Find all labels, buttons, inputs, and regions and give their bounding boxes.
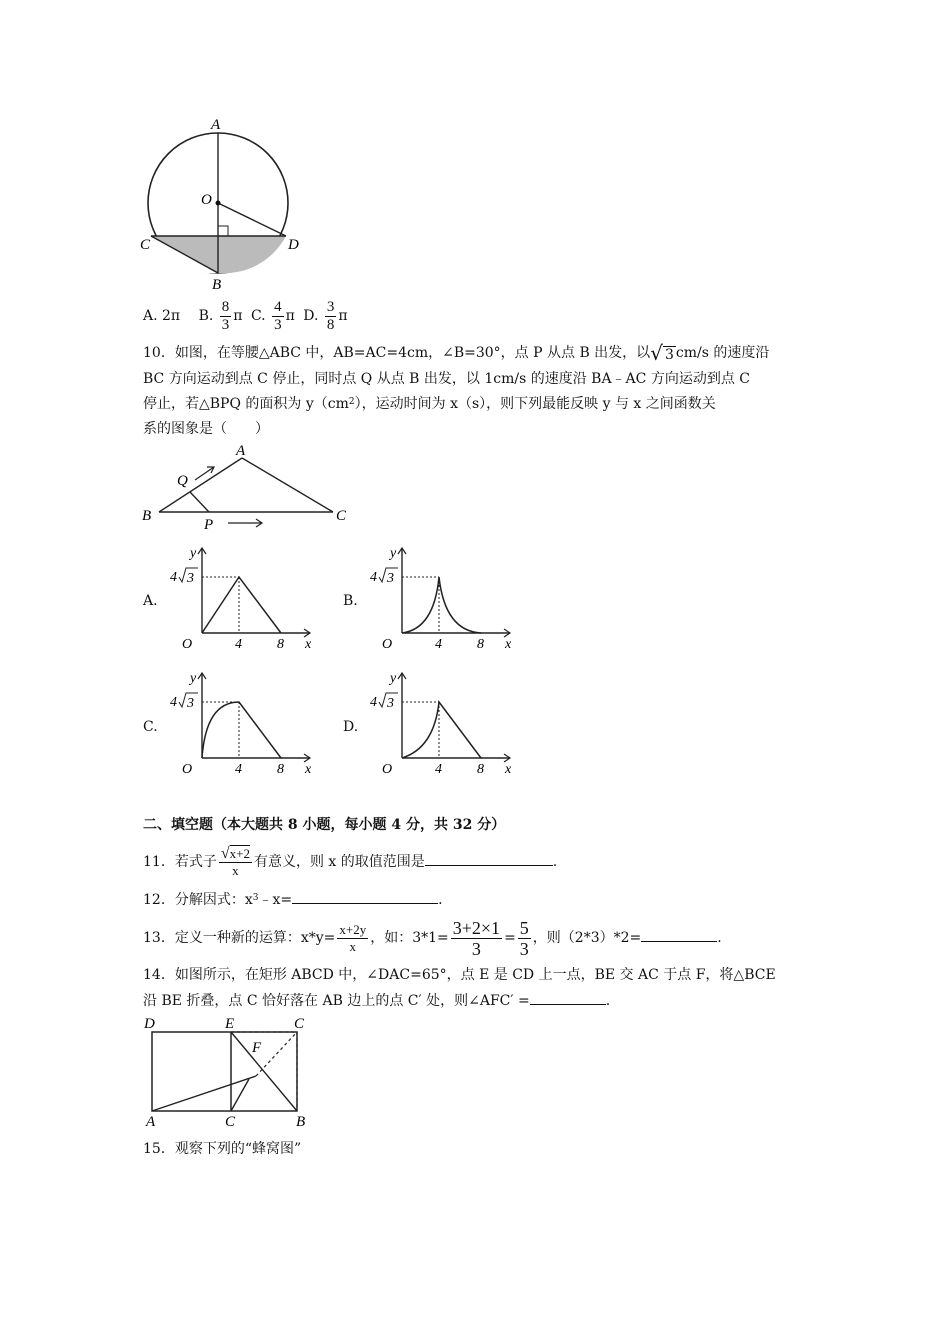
tick-8: 8 [277,762,284,777]
q14-line2: 沿 BE 折叠，点 C 恰好落在 AB 边上的点 C′ 处，则∠AFC′ = . [143,988,610,1014]
tick-8: 8 [277,637,284,652]
graph-b [365,540,525,652]
ymax-coefficient: 4 [370,695,377,710]
function-curve [402,577,481,633]
label-a: A [211,117,221,133]
function-curve [402,702,481,758]
graph-c [165,665,325,777]
q13: 13．定义一种新的运算：x*y= $\frac{x+2y}{x}$ ，如：3*1= $\frac{3+2\times 1}{3}$ = $\frac{5}{3}$ ，则（2*3）*2= . [143,917,722,959]
label-a: A [146,1114,156,1130]
origin-label: O [182,762,193,777]
label-d: D [144,1016,155,1032]
circle-figure [138,112,308,292]
tick-8: 8 [477,637,484,652]
option-b-label: B. [343,593,358,609]
label-f: F [252,1040,262,1056]
function-curve [202,702,281,758]
q10-line3: 停止，若△BPQ 的面积为 $y(cm^2)$，运动时间为 x（s），则下列最能反映 y 与 x 之间函数关 [143,396,716,412]
y-label: y [190,546,197,561]
ymax-root: 3 [187,571,194,586]
label-c: C [336,508,347,524]
y-label: y [390,671,397,686]
triangle-figure [140,440,355,530]
q11: 11．若式子 $\frac{√x+2}{x}$ 有意义，则 x 的取值范围是 . [143,844,558,878]
x-label: x [305,762,312,777]
tick-4: 4 [235,637,242,652]
ymax-root: 3 [387,571,394,586]
origin-label: O [382,637,393,652]
label-p: P [204,517,214,530]
graph-a [165,540,325,652]
q15: 15．观察下列的“蜂窝图” [143,1141,302,1157]
function-curve [202,577,281,633]
q10-line4: 系的图象是（ ） [143,421,269,437]
rectangle-figure [138,1012,318,1130]
section-title: 二、填空题（本大题共 8 小题，每小题 4 分，共 32 分） [143,817,506,833]
option-d-label: D. [343,719,359,735]
x-label: x [305,637,312,652]
label-a: A [236,443,246,459]
graph-d [365,665,525,777]
y-label: y [390,546,397,561]
ymax-root: 3 [387,696,394,711]
x-label: x [505,637,512,652]
tick-4: 4 [435,762,442,777]
ymax-coefficient: 4 [170,570,177,585]
ymax-root: 3 [187,696,194,711]
origin-label: O [382,762,393,777]
label-q: Q [177,473,188,489]
label-b: B [296,1114,306,1130]
tick-4: 4 [435,637,442,652]
ymax-coefficient: 4 [370,570,377,585]
label-e: E [225,1016,235,1032]
label-o: O [201,192,212,208]
label-b: B [212,277,222,292]
ymax-coefficient: 4 [170,695,177,710]
x-label: x [505,762,512,777]
origin-label: O [182,637,193,652]
tick-4: 4 [235,762,242,777]
q10-line1: 10．如图，在等腰△ABC 中，AB=AC=4cm，∠B=30°，点 P 从点 B 出发，以 √ 3 cm/s 的速度沿 [143,341,770,365]
q14-line1: 14．如图所示，在矩形 ABCD 中，∠DAC=65°，点 E 是 CD 上一点，BE 交 AC 于点 F，将△BCE [143,967,776,983]
label-c-top: C [294,1016,305,1032]
label-c: C [140,237,151,253]
y-label: y [190,671,197,686]
label-b: B [142,508,152,524]
tick-8: 8 [477,762,484,777]
q9-choices: A. 2π B. $\frac{8}{3}$ π C. $\frac{4}{3}$ π D. $\frac{3}{8}$ π [143,298,348,333]
label-d: D [288,237,299,253]
option-c-label: C. [143,719,158,735]
q12: 12．分解因式：$x^3﹣x=$ . [143,887,443,913]
q10-line2: BC 方向运动到点 C 停止，同时点 Q 从点 B 出发，以 1cm/s 的速度沿 BA﹣AC 方向运动到点 C [143,371,750,387]
option-a-label: A. [143,593,158,609]
label-c-bottom: C [225,1114,236,1130]
